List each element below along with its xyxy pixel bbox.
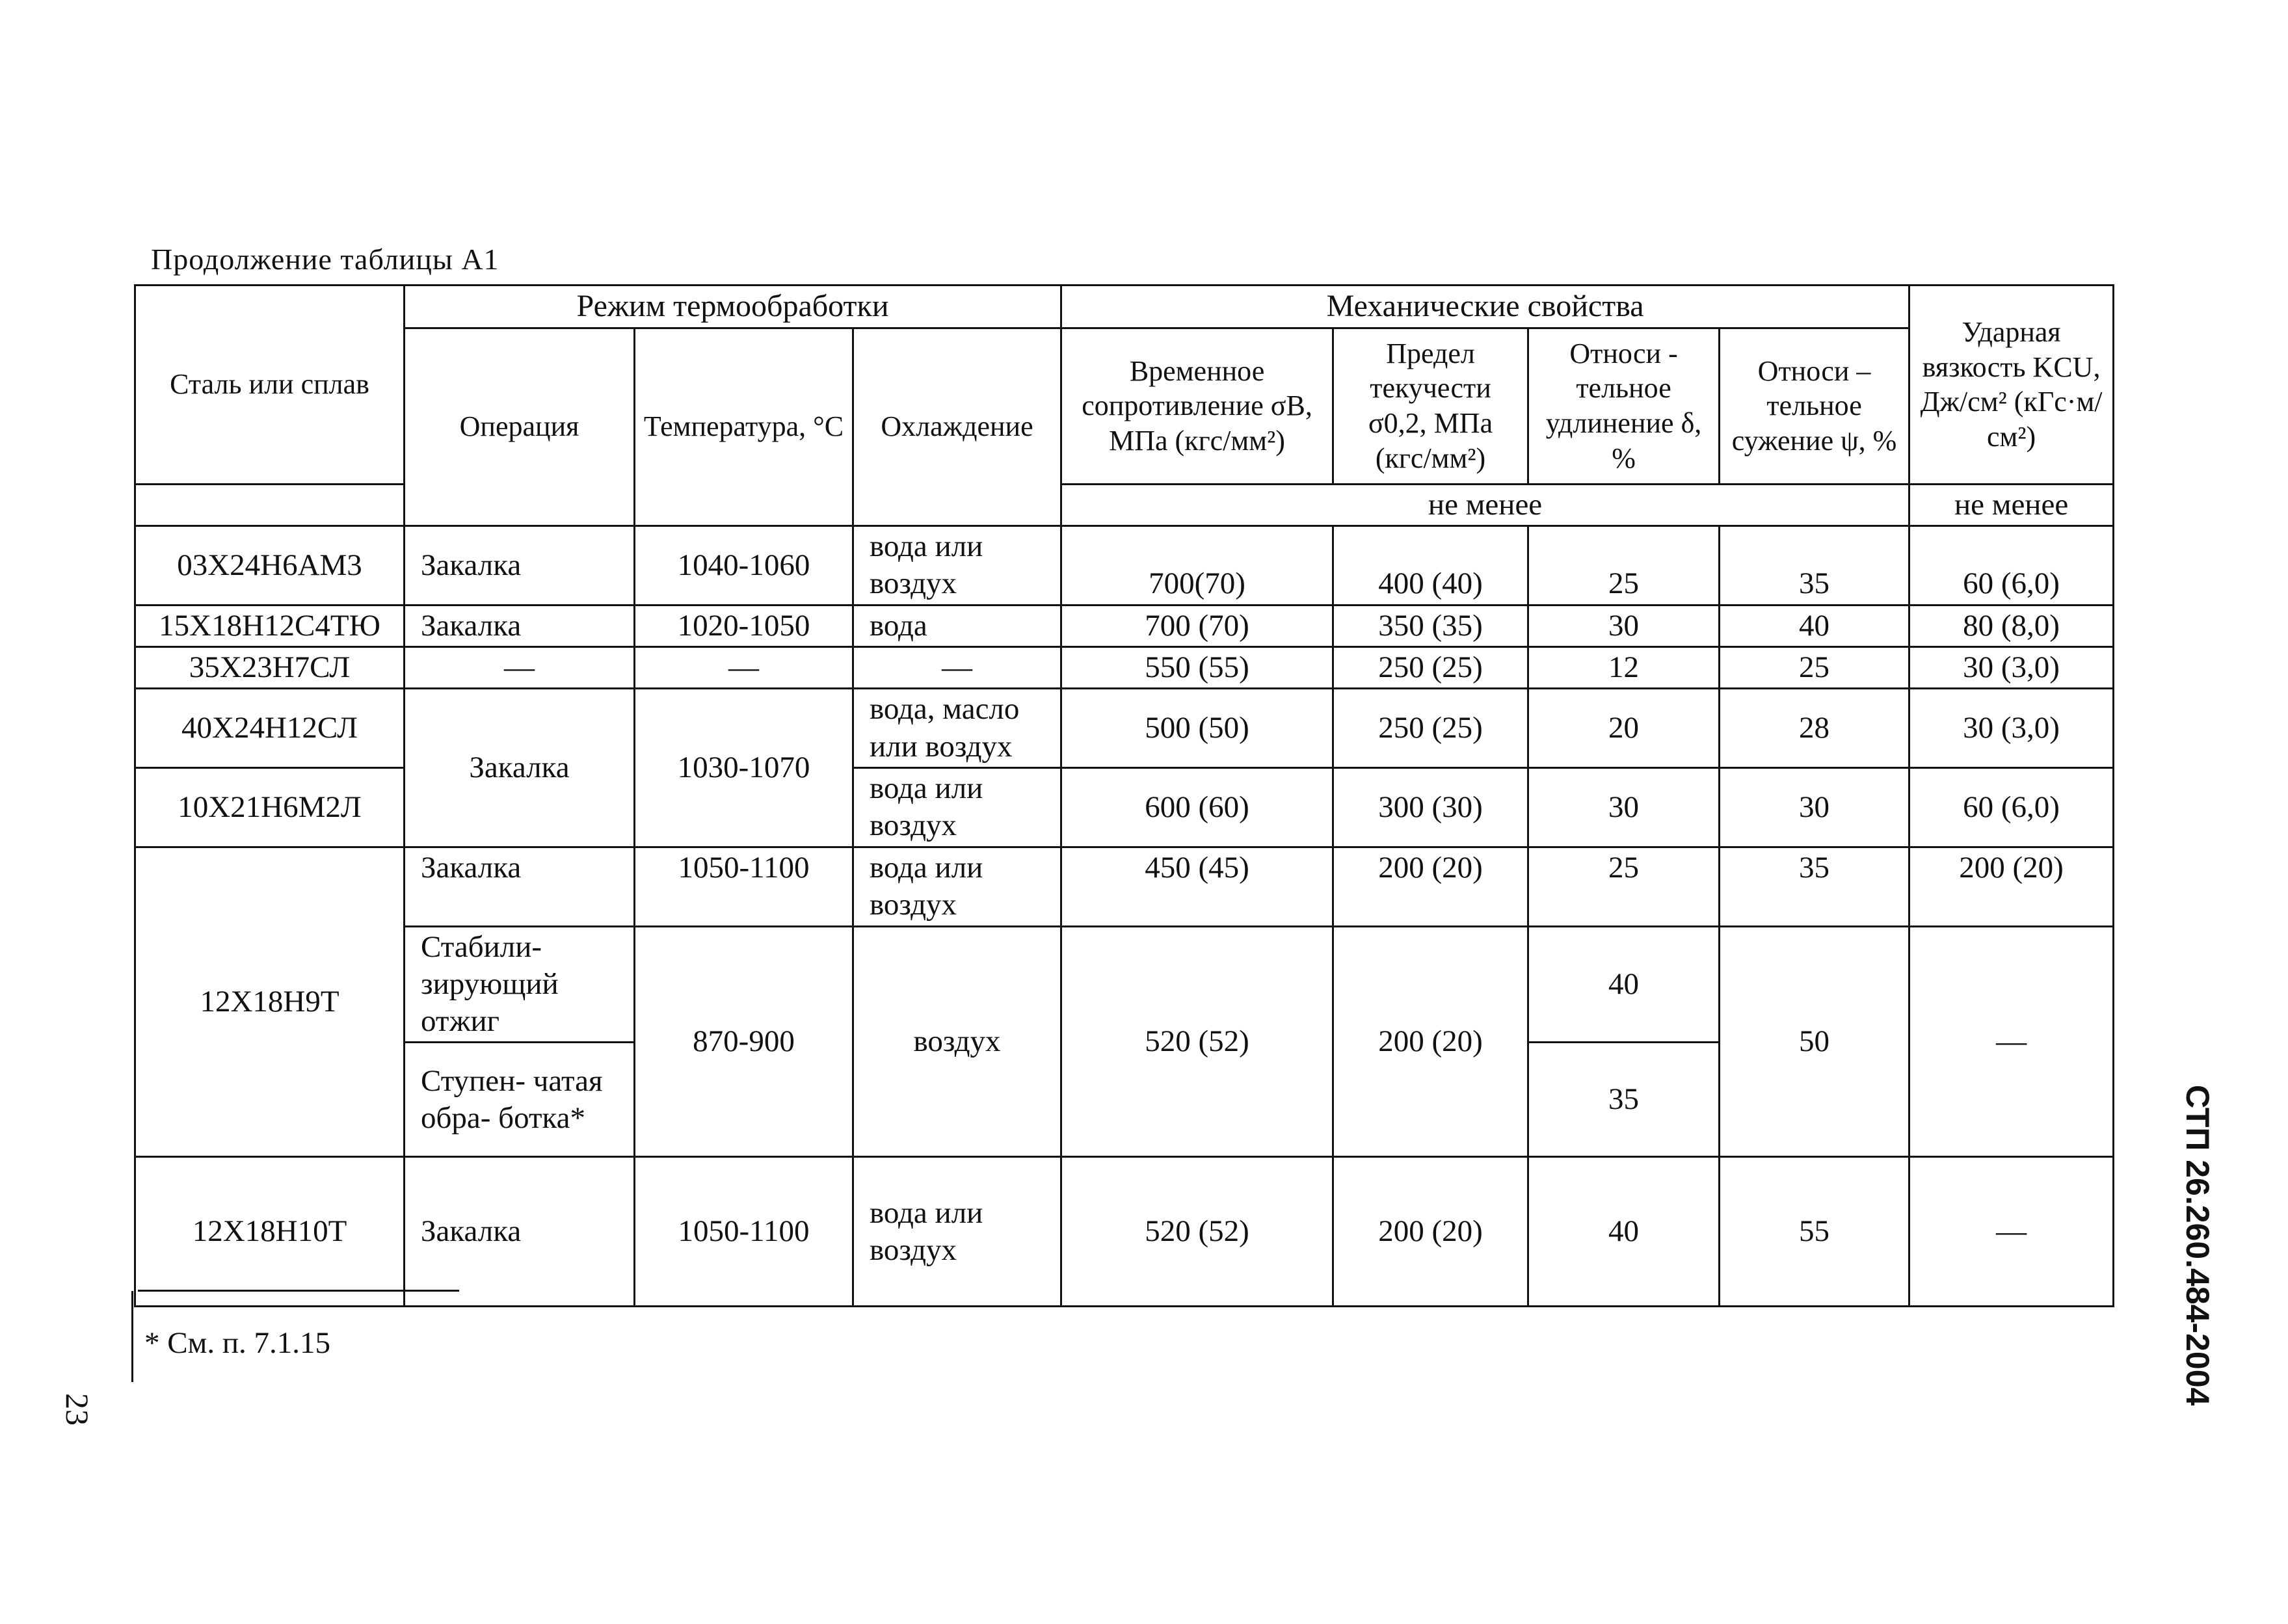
header-mechanical: Механические свойства: [1061, 286, 1909, 328]
cell-operation: Ступен- чатая обра- ботка*: [405, 1043, 635, 1157]
header-tensile: Временное сопротивление σВ, МПа (кгс/мм²): [1061, 328, 1333, 484]
cell-steel: 35Х23Н7СЛ: [135, 646, 405, 688]
cell-temperature: —: [635, 646, 853, 688]
cell-operation: Стабили- зирующий отжиг: [405, 926, 635, 1043]
cell-steel: 15Х18Н12С4ТЮ: [135, 605, 405, 646]
header-heat-treatment: Режим термообработки: [405, 286, 1061, 328]
cell-tensile: 700 (70): [1061, 605, 1333, 646]
cell-reduction: 50: [1720, 926, 1909, 1157]
table-caption: Продолжение таблицы А1: [151, 243, 499, 276]
cell-tensile: 520 (52): [1061, 926, 1333, 1157]
cell-impact: —: [1909, 1157, 2114, 1307]
cell-elongation: 12: [1528, 646, 1720, 688]
document-code: СТП 26.260.484-2004: [2179, 1085, 2216, 1406]
cell-yield: 400 (40): [1333, 526, 1528, 605]
cell-reduction: 30: [1720, 767, 1909, 847]
cell-impact: 200 (20): [1909, 847, 2114, 926]
cell-cooling: вода или воздух: [853, 767, 1061, 847]
header-min-impact: не менее: [1909, 484, 2114, 526]
cell-temperature: 1040-1060: [635, 526, 853, 605]
cell-yield: 200 (20): [1333, 847, 1528, 926]
cell-elongation: 25: [1528, 526, 1720, 605]
cell-cooling: вода или воздух: [853, 526, 1061, 605]
cell-cooling: вода или воздух: [853, 847, 1061, 926]
cell-tensile: 550 (55): [1061, 646, 1333, 688]
cell-tensile: 500 (50): [1061, 689, 1333, 768]
cell-steel: 10Х21Н6М2Л: [135, 767, 405, 847]
header-steel-spacer: [135, 484, 405, 526]
cell-reduction: 35: [1720, 526, 1909, 605]
cell-cooling: воздух: [853, 926, 1061, 1157]
cell-cooling: вода: [853, 605, 1061, 646]
header-temperature: Температура, °С: [635, 328, 853, 526]
header-min-mech: не менее: [1061, 484, 1909, 526]
cell-operation: Закалка: [405, 526, 635, 605]
header-steel: Сталь или сплав: [135, 286, 405, 485]
cell-tensile: 450 (45): [1061, 847, 1333, 926]
cell-steel: 40Х24Н12СЛ: [135, 689, 405, 768]
cell-temperature: 1050-1100: [635, 1157, 853, 1307]
cell-elongation: 35: [1528, 1043, 1720, 1157]
cell-yield: 350 (35): [1333, 605, 1528, 646]
cell-reduction: 55: [1720, 1157, 1909, 1307]
cell-elongation: 30: [1528, 767, 1720, 847]
cell-operation: Закалка: [405, 1157, 635, 1307]
cell-operation: Закалка: [405, 847, 635, 926]
cell-steel: 12Х18Н10Т: [135, 1157, 405, 1307]
header-operation: Операция: [405, 328, 635, 526]
cell-operation: —: [405, 646, 635, 688]
cell-yield: 200 (20): [1333, 1157, 1528, 1307]
cell-steel: 03Х24Н6АМ3: [135, 526, 405, 605]
header-yield: Предел текучести σ0,2, МПа (кгс/мм²): [1333, 328, 1528, 484]
cell-yield: 250 (25): [1333, 689, 1528, 768]
cell-tensile: 520 (52): [1061, 1157, 1333, 1307]
footnote: * См. п. 7.1.15: [144, 1326, 330, 1360]
cell-impact: —: [1909, 926, 2114, 1157]
cell-temperature: 1030-1070: [635, 689, 853, 847]
cell-tensile: 700(70): [1061, 526, 1333, 605]
header-elongation: Относи - тельное удлинение δ, %: [1528, 328, 1720, 484]
footnote-rule: [138, 1290, 459, 1292]
cell-elongation: 30: [1528, 605, 1720, 646]
cell-steel: 12Х18Н9Т: [135, 847, 405, 1157]
cell-operation: Закалка: [405, 689, 635, 847]
cell-impact: 80 (8,0): [1909, 605, 2114, 646]
cell-yield: 250 (25): [1333, 646, 1528, 688]
header-cooling: Охлаждение: [853, 328, 1061, 526]
cell-elongation: 40: [1528, 926, 1720, 1043]
header-reduction: Относи – тельное сужение ψ, %: [1720, 328, 1909, 484]
cell-operation: Закалка: [405, 605, 635, 646]
cell-impact: 30 (3,0): [1909, 646, 2114, 688]
cell-elongation: 40: [1528, 1157, 1720, 1307]
cell-tensile: 600 (60): [1061, 767, 1333, 847]
header-impact: Ударная вязкость KCU, Дж/см² (кГс·м/см²): [1909, 286, 2114, 485]
steel-properties-table: [134, 284, 2114, 1307]
cell-cooling: вода, масло или воздух: [853, 689, 1061, 768]
cell-cooling: —: [853, 646, 1061, 688]
cell-temperature: 870-900: [635, 926, 853, 1157]
cell-impact: 60 (6,0): [1909, 526, 2114, 605]
cell-temperature: 1050-1100: [635, 847, 853, 926]
cell-reduction: 40: [1720, 605, 1909, 646]
cell-reduction: 28: [1720, 689, 1909, 768]
cell-yield: 200 (20): [1333, 926, 1528, 1157]
cell-impact: 30 (3,0): [1909, 689, 2114, 768]
cell-reduction: 25: [1720, 646, 1909, 688]
cell-impact: 60 (6,0): [1909, 767, 2114, 847]
cell-reduction: 35: [1720, 847, 1909, 926]
cell-elongation: 20: [1528, 689, 1720, 768]
cell-yield: 300 (30): [1333, 767, 1528, 847]
margin-rule: [131, 1291, 133, 1382]
cell-cooling: вода или воздух: [853, 1157, 1061, 1307]
cell-temperature: 1020-1050: [635, 605, 853, 646]
page-number: 23: [59, 1393, 96, 1426]
cell-elongation: 25: [1528, 847, 1720, 926]
